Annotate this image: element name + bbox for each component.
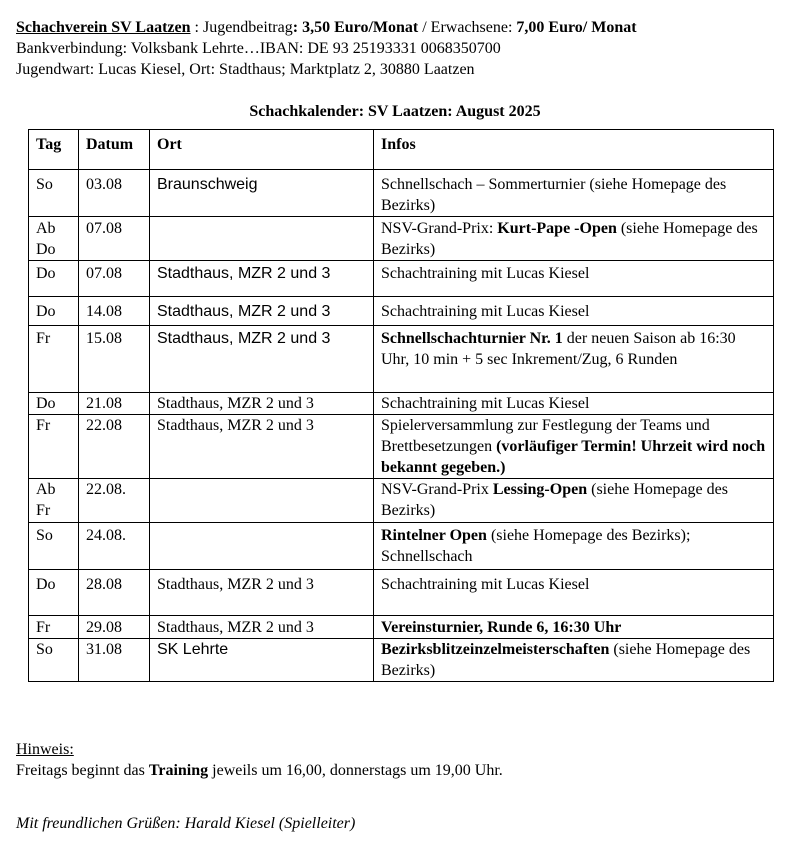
info-highlight: (vorläufiger Termin! Uhrzeit wird noch bekannt gegeben.) — [381, 438, 766, 476]
cell-datum: 29.08 — [79, 616, 150, 639]
cell-ort — [150, 523, 374, 570]
cell-datum: 07.08 — [79, 261, 150, 297]
cell-datum: 15.08 — [79, 326, 150, 393]
cell-tag: Do — [29, 297, 79, 326]
cell-infos — [374, 297, 774, 326]
info-highlight: Lessing-Open — [492, 481, 588, 498]
bank-details: Bankverbindung: Volksbank Lehrte…IBAN: DE 93 25193331 0068350700 — [16, 40, 501, 57]
cell-infos — [374, 616, 774, 639]
table-row — [29, 170, 774, 217]
info-highlight: Vereinsturnier, Runde 6, 16:30 Uhr — [381, 619, 622, 636]
column-header-datum: Datum — [79, 130, 150, 170]
header-line-fees — [16, 17, 637, 38]
table-row — [29, 479, 774, 523]
cell-datum: 14.08 — [79, 297, 150, 326]
cell-datum: 31.08 — [79, 639, 150, 682]
cell-ort: Stadthaus, MZR 2 und 3 — [150, 616, 374, 639]
cell-ort: Stadthaus, MZR 2 und 3 — [150, 261, 374, 297]
info-text: NSV-Grand-Prix — [381, 481, 493, 498]
info-text-rest: Schachtraining mit Lucas Kiesel — [381, 303, 590, 320]
cell-tag: Ab Fr — [29, 479, 79, 523]
cell-infos — [374, 479, 774, 523]
info-text-rest: Schnellschach – Sommerturnier (siehe Homepage des Bezirks) — [381, 176, 727, 214]
info-text-rest: (siehe Homepage des Bezirks) — [381, 481, 728, 519]
cell-tag: So — [29, 639, 79, 682]
note-text-post: jeweils um 16,00, donnerstags um 19,00 Uhr. — [208, 762, 503, 779]
cell-infos — [374, 415, 774, 479]
cell-ort — [150, 217, 374, 261]
note-text — [16, 760, 503, 781]
cell-infos — [374, 639, 774, 682]
cell-tag: So — [29, 523, 79, 570]
adult-label: / Erwachsene: — [418, 19, 517, 36]
contact-details: Jugendwart: Lucas Kiesel, Ort: Stadthaus; Marktplatz 2, 30880 Laatzen — [16, 61, 475, 78]
youth-fee: : 3,50 Euro/Monat — [292, 19, 419, 36]
column-header-infos: Infos — [374, 130, 774, 170]
club-header — [16, 17, 637, 80]
cell-tag: Fr — [29, 326, 79, 393]
cell-ort: SK Lehrte — [150, 639, 374, 682]
cell-datum: 03.08 — [79, 170, 150, 217]
cell-tag: Fr — [29, 415, 79, 479]
cell-ort: Stadthaus, MZR 2 und 3 — [150, 297, 374, 326]
info-text-rest: (siehe Homepage des Bezirks) — [381, 641, 751, 679]
cell-datum: 22.08 — [79, 415, 150, 479]
note-section — [16, 739, 503, 781]
cell-ort — [150, 479, 374, 523]
info-highlight: Bezirksblitzeinzelmeisterschaften — [381, 641, 610, 658]
note-text-bold: Training — [148, 762, 209, 779]
cell-datum: 28.08 — [79, 570, 150, 616]
cell-datum: 24.08. — [79, 523, 150, 570]
calendar-title: Schachkalender: SV Laatzen: August 2025 — [249, 103, 541, 120]
column-header-ort: Ort — [150, 130, 374, 170]
table-header-row — [29, 130, 774, 170]
table-row — [29, 570, 774, 616]
info-text-rest: Schachtraining mit Lucas Kiesel — [381, 395, 590, 412]
cell-tag: So — [29, 170, 79, 217]
calendar-table — [28, 129, 774, 682]
adult-fee: 7,00 Euro/ Monat — [516, 19, 637, 36]
info-text-rest: der neuen Saison ab 16:30 Uhr, 10 min + 5 sec Inkrement/Zug, 6 Runden — [381, 330, 736, 368]
cell-ort: Braunschweig — [150, 170, 374, 217]
table-row — [29, 639, 774, 682]
info-text-rest: Schachtraining mit Lucas Kiesel — [381, 265, 590, 282]
cell-infos — [374, 217, 774, 261]
table-row — [29, 297, 774, 326]
info-text-rest: (siehe Homepage des Bezirks); Schnellschach — [381, 527, 691, 565]
cell-datum: 21.08 — [79, 393, 150, 415]
info-text-rest: Schachtraining mit Lucas Kiesel — [381, 576, 590, 593]
cell-ort: Stadthaus, MZR 2 und 3 — [150, 326, 374, 393]
column-header-tag: Tag — [29, 130, 79, 170]
table-row — [29, 523, 774, 570]
cell-ort: Stadthaus, MZR 2 und 3 — [150, 415, 374, 479]
cell-infos — [374, 523, 774, 570]
info-highlight: Kurt-Pape -Open — [497, 220, 617, 237]
cell-infos — [374, 261, 774, 297]
cell-datum: 22.08. — [79, 479, 150, 523]
cell-tag: Do — [29, 261, 79, 297]
cell-infos — [374, 393, 774, 415]
table-row — [29, 326, 774, 393]
cell-tag: Do — [29, 393, 79, 415]
table-row — [29, 616, 774, 639]
table-row — [29, 261, 774, 297]
info-highlight: Rintelner Open — [381, 527, 487, 544]
note-text-pre: Freitags beginnt das — [16, 762, 149, 779]
table-row — [29, 415, 774, 479]
info-highlight: Schnellschachturnier Nr. 1 — [381, 330, 563, 347]
cell-infos — [374, 170, 774, 217]
cell-infos — [374, 326, 774, 393]
cell-tag: Fr — [29, 616, 79, 639]
note-label: Hinweis: — [16, 741, 74, 758]
header-sep: : Jugendbeitrag — [190, 19, 293, 36]
cell-infos — [374, 570, 774, 616]
info-text-rest: (siehe Homepage des Bezirks) — [381, 220, 758, 258]
cell-tag: Do — [29, 570, 79, 616]
cell-ort: Stadthaus, MZR 2 und 3 — [150, 393, 374, 415]
info-text: Spielerversammlung zur Festlegung der Teams und Brettbesetzungen — [381, 417, 710, 455]
table-row — [29, 217, 774, 261]
table-row — [29, 393, 774, 415]
club-name: Schachverein SV Laatzen — [16, 19, 191, 36]
signoff: Mit freundlichen Grüßen: Harald Kiesel (Spielleiter) — [16, 815, 356, 832]
cell-tag: Ab Do — [29, 217, 79, 261]
cell-ort: Stadthaus, MZR 2 und 3 — [150, 570, 374, 616]
cell-datum: 07.08 — [79, 217, 150, 261]
info-text: NSV-Grand-Prix: — [381, 220, 498, 237]
